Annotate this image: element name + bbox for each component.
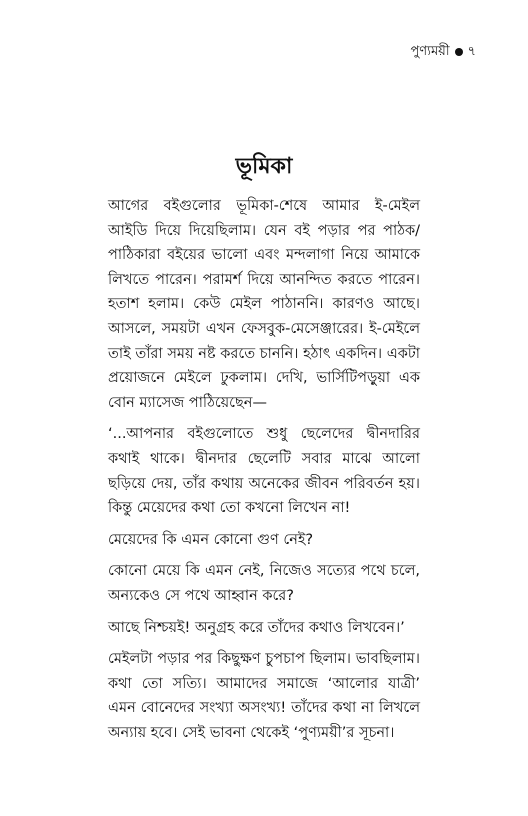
running-head [410,44,476,60]
body-text [108,194,420,752]
page-number: ৭ [467,44,476,59]
paragraph: মেইলটা পড়ার পর কিছুক্ষণ চুপচাপ ছিলাম। ভাবছিলাম। কথা তো সত্যি। আমাদের সমাজে ‘আলোর যাত্রী’ এমন বোনেদের সংখ্যা অসংখ্য! তাঁদের কথা না লিখলে অন্যায় হবে। সেই ভাবনা থেকেই ‘পুণ্যময়ী’র সূচনা। [108,651,420,741]
chapter-title: ভূমিকা [235,154,293,179]
paragraph: আছে নিশ্চয়ই! অনুগ্রহ করে তাঁদের কথাও লিখবেন।’ [108,619,405,636]
paragraph: ‘...আপনার বইগুলোতে শুধু ছেলেদের দ্বীনদারির কথাই থাকে। দ্বীনদার ছেলেটি সবার মাঝে আলো ছড়িয়ে দেয়, তাঁর কথায় অনেকের জীবন পরিবর্তন হয়। কিন্তু মেয়েদের কথা তো কখনো লিখেন না! [108,426,420,517]
paragraph: আগের বইগুলোর ভূমিকা-শেষে আমার ই-মেইল আইডি দিয়ে দিয়েছিলাম। যেন বই পড়ার পর পাঠক/পাঠিকারা বইয়ের ভালো এবং মন্দলাগা নিয়ে আমাকে লিখতে পারেন। পরামর্শ দিয়ে আনন্দিত করতে পারেন। হতাশ হলাম। কেউ মেইল পাঠাননি। কারণও আছে। আসলে, সময়টা এখন ফেসবুক-মেসেঞ্জারের। ই-মেইলে তাই তাঁরা সময় নষ্ট করতে চাননি। হঠাৎ একদিন। একটা প্রয়োজনে মেইলে ঢুকলাম। দেখি, ভার্সিটিপড়ুয়া এক বোন ম্যাসেজ পাঠিয়েছেন— [108,198,420,411]
paragraph: কোনো মেয়ে কি এমন নেই, নিজেও সত্যের পথে চলে, অন্যকেও সে পথে আহ্বান করে? [108,563,420,604]
paragraph: মেয়েদের কি এমন কোনো গুণ নেই? [108,531,314,548]
bullet-icon [455,48,463,56]
running-head-title: পুণ্যময়ী [410,44,450,59]
